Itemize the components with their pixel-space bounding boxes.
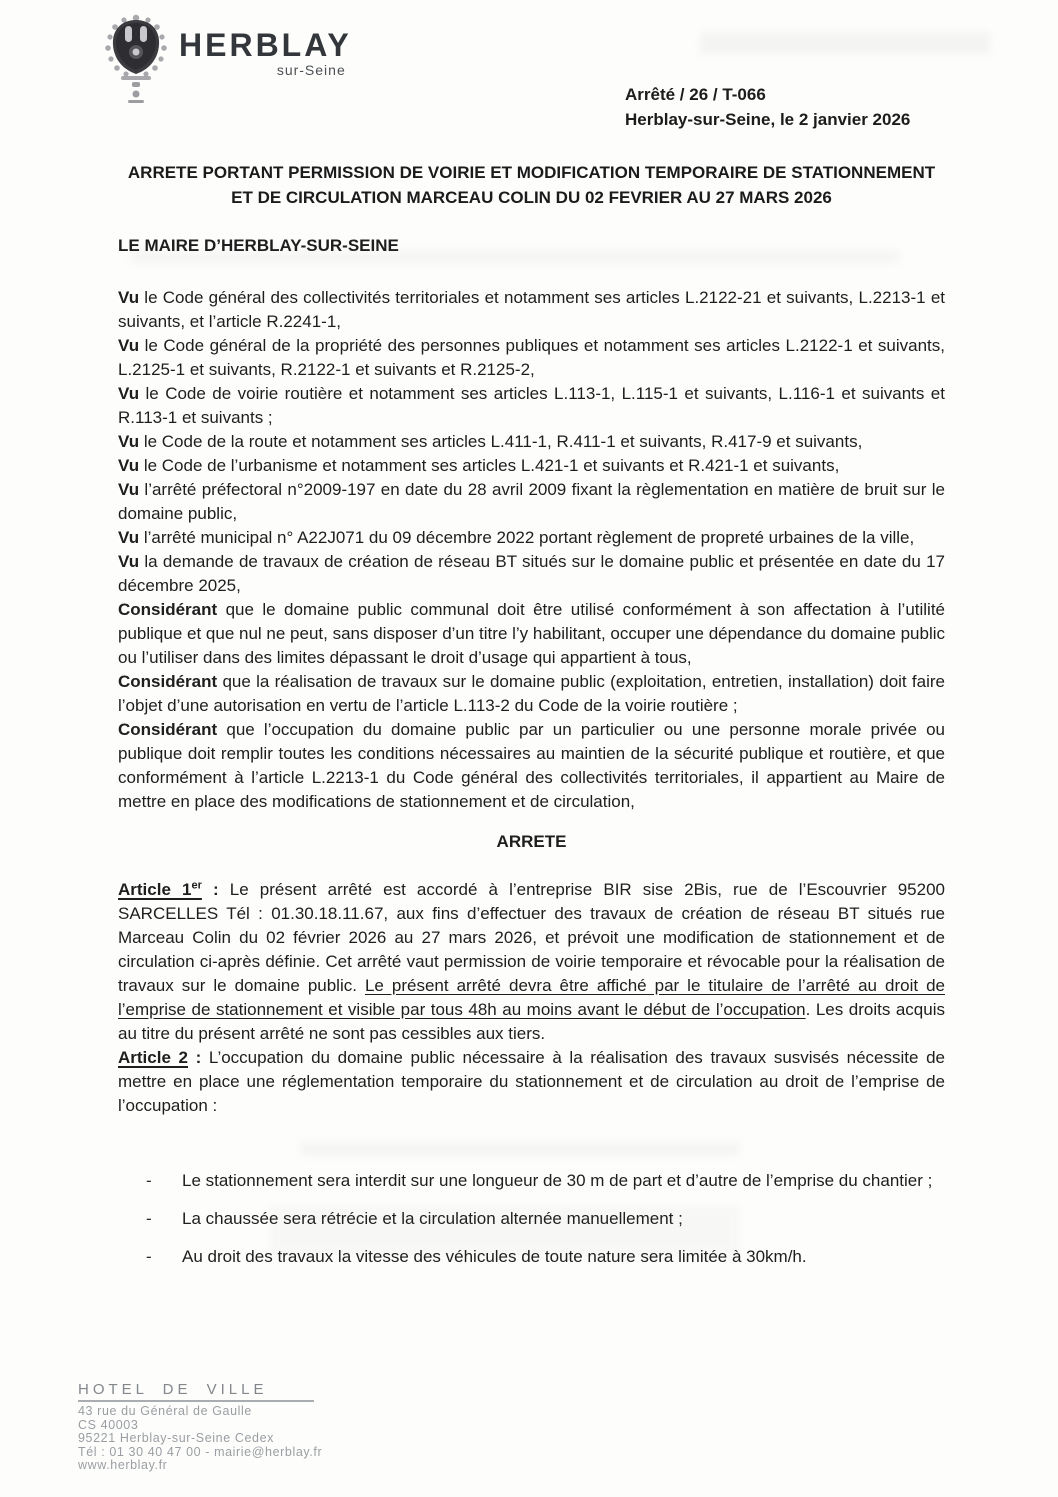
recital-text: le Code de voirie routière et notamment ses articles L.113-1, L.115-1 et suivants, L.116-1 et suivants et R.113-1 et suivants ;: [118, 384, 945, 427]
dash-marker: -: [146, 1171, 152, 1190]
recital-lead: Considérant: [118, 672, 218, 691]
recital-paragraph: [118, 598, 945, 670]
recital-paragraph: [118, 382, 945, 430]
measures-list: [118, 1162, 945, 1276]
recitals-section: [118, 286, 945, 814]
recital-lead: Vu: [118, 384, 140, 403]
article-1-ordinal-suffix: er: [191, 879, 202, 892]
recital-text: que le domaine public communal doit être utilisé conformément à son affectation à l’utilité publique et que nul ne peut, sans disposer d’un titre l’y habilitant, occuper une dépendance du domaine public ou l’utiliser dans des limites dépassant le droit d’usage qui appartient à tous,: [118, 600, 945, 667]
recital-paragraph: [118, 430, 945, 454]
recital-text: l’arrêté préfectoral n°2009-197 en date du 28 avril 2009 fixant la règlementation en matière de bruit sur le domaine public,: [118, 480, 945, 523]
place-and-date: Herblay-sur-Seine, le 2 janvier 2026: [625, 110, 911, 129]
recital-paragraph: [118, 478, 945, 526]
recital-lead: Vu: [118, 528, 140, 547]
recital-text: la demande de travaux de création de réseau BT situés sur le domaine public et présentée en date du 17 décembre 2025,: [118, 552, 945, 595]
document-body: [118, 160, 945, 1276]
footer-website: www.herblay.fr: [78, 1458, 168, 1472]
recital-paragraph: [118, 334, 945, 382]
list-item: [118, 1162, 945, 1200]
brand-text: [179, 27, 352, 78]
footer-contact-line: Tél : 01 30 40 47 00 - mairie@herblay.fr: [78, 1444, 323, 1459]
footer-address-line: CS 40003: [78, 1417, 139, 1432]
recital-text: le Code général de la propriété des personnes publiques et notamment ses articles L.2122-1 et suivants, L.2125-1 et suivants, R.2122-1 et suivants et R.2125-2,: [118, 336, 945, 379]
dash-marker: -: [146, 1247, 152, 1266]
recital-text: que la réalisation de travaux sur le domaine public (exploitation, entretien, installation) doit faire l’objet d’une autorisation en vertu de l’article L.113-2 du Code de la voirie routière ;: [118, 672, 945, 715]
recital-lead: Vu: [118, 480, 140, 499]
recital-paragraph: [118, 718, 945, 814]
city-brand: [103, 12, 352, 110]
footer-address-line: 43 rue du Général de Gaulle: [78, 1404, 252, 1418]
footer-divider: [78, 1400, 314, 1402]
recital-text: le Code de l’urbanisme et notamment ses articles L.421-1 et suivants et R.421-1 et suivants,: [139, 456, 840, 475]
document-title: [118, 160, 945, 210]
article-1-colon: :: [201, 880, 230, 899]
list-item: [118, 1238, 945, 1276]
article-2-text: L’occupation du domaine public nécessaire à la réalisation des travaux susvisés nécessite de mettre en place une réglementation temporaire du stationnement et de circulation au droit de l’emprise de l’occupation :: [118, 1048, 945, 1115]
list-item-text: Le stationnement sera interdit sur une longueur de 30 m de part et d’autre de l’emprise du chantier ;: [182, 1171, 933, 1190]
recital-lead: Considérant: [118, 720, 218, 739]
article-1-label-text: Article 1: [118, 880, 192, 899]
arrete-number: Arrêté / 26 / T-066: [625, 85, 766, 104]
footer-heading: HOTEL DE VILLE: [78, 1381, 268, 1398]
recital-paragraph: [118, 670, 945, 718]
city-crest-icon: [103, 12, 169, 110]
title-line-1: ARRETE PORTANT PERMISSION DE VOIRIE ET MODIFICATION TEMPORAIRE DE STATIONNEMENT: [127, 163, 936, 182]
recital-lead: Vu: [118, 288, 140, 307]
article-1-text: Le présent arrêté est accordé à l’entreprise BIR sise 2Bis, rue de l’Escouvrier 95200 SARCELLES Tél : 01.30.18.11.67, aux fins d’effectuer des travaux de création de réseau BT situés rue Marceau Colin du 02 février 2026 au 27 mars 2026, et prévoit une modification de stationnement et de circulation ci-après définie. Cet arrêté vaut permission de voirie temporaire et révocable pour la réalisation de travaux sur le domaine public.: [118, 880, 946, 995]
recital-text: le Code général des collectivités territoriales et notamment ses articles L.2122-21 et suivants, L.2213-1 et suivants, et l’article R.2241-1,: [118, 288, 945, 331]
article-1-text-end: . Les droits acquis au titre du présent arrêté ne sont pas cessibles aux tiers.: [118, 1000, 945, 1043]
recital-text: l’arrêté municipal n° A22J071 du 09 décembre 2022 portant règlement de propreté urbaines de la ville,: [139, 528, 915, 547]
title-line-2: ET DE CIRCULATION MARCEAU COLIN DU 02 FEVRIER AU 27 MARS 2026: [231, 188, 832, 207]
recital-paragraph: [118, 526, 945, 550]
article-2-paragraph: [118, 1046, 945, 1118]
recital-lead: Vu: [118, 336, 140, 355]
list-item: [118, 1200, 945, 1238]
document-header: [0, 0, 1058, 150]
recital-lead: Vu: [118, 432, 140, 451]
footer-address-line: 95221 Herblay-sur-Seine Cedex: [78, 1431, 274, 1445]
article-2-colon: :: [188, 1048, 209, 1067]
article-1-underlined-text: Le présent arrêté devra être affiché par le titulaire de l’arrêté au droit de l’emprise de stationnement et visible par tous 48h au moins avant le début de l’occupation: [118, 976, 945, 1019]
brand-name: HERBLAY: [179, 27, 352, 63]
recital-paragraph: [118, 550, 945, 598]
recital-lead: Considérant: [118, 600, 218, 619]
recital-text: le Code de la route et notamment ses articles L.411-1, R.411-1 et suivants, R.417-9 et suivants,: [139, 432, 863, 451]
article-2-label: Article 2: [118, 1048, 188, 1067]
articles-section: [118, 878, 945, 1118]
arrete-heading: ARRETE: [496, 832, 567, 851]
recital-lead: Vu: [118, 552, 140, 571]
reference-block: [625, 82, 910, 132]
recital-lead: Vu: [118, 456, 140, 475]
recital-paragraph: [118, 454, 945, 478]
recital-paragraph: [118, 286, 945, 334]
brand-subtitle: sur-Seine: [276, 62, 346, 78]
list-item-text: La chaussée sera rétrécie et la circulation alternée manuellement ;: [182, 1209, 683, 1228]
dash-marker: -: [146, 1209, 152, 1228]
article-1-paragraph: [118, 878, 945, 1046]
list-item-text: Au droit des travaux la vitesse des véhicules de toute nature sera limitée à 30km/h.: [182, 1247, 807, 1266]
town-hall-footer: [78, 1381, 322, 1473]
recital-text: que l’occupation du domaine public par un particulier ou une personne morale privée ou publique doit remplir toutes les conditions nécessaires au maintien de la sécurité publique et routière, et que conformément à l’article L.2213-1 du Code général des collectivités territoriales, il appartient au Maire de mettre en place des modifications de stationnement et de circulation,: [118, 720, 945, 811]
mayor-heading: LE MAIRE D’HERBLAY-SUR-SEINE: [118, 236, 399, 255]
article-1-label: [118, 880, 202, 899]
